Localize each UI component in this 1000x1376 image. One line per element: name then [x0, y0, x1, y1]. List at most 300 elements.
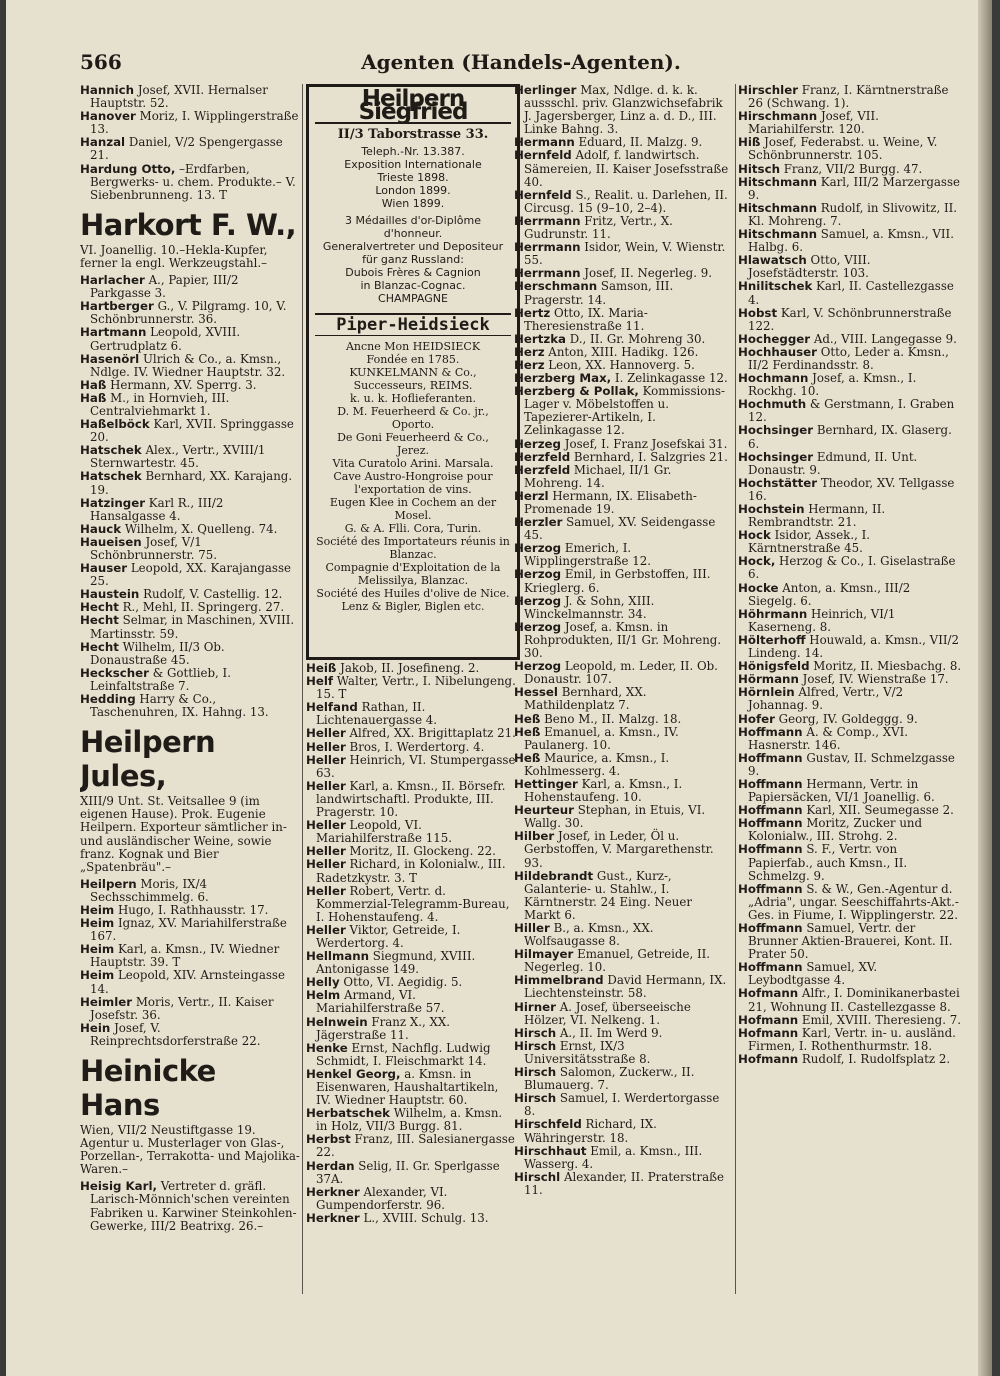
entry-details: Karl R., III/2 Hansalgasse 4.: [90, 495, 224, 523]
directory-entry: [80, 136, 300, 162]
entry-name: Hnilitschek: [738, 279, 813, 294]
entry-name: Henkel Georg,: [306, 1066, 401, 1081]
directory-entry: [306, 1107, 516, 1133]
entry-details: J. & Sohn, XIII. Winckelmannstr. 34.: [524, 593, 655, 621]
ad-text-line: k. u. k. Hoflieferanten.: [350, 392, 476, 406]
entry-name: Heimler: [80, 994, 133, 1009]
entry-name: Helf: [306, 674, 334, 689]
entry-details: David Hermann, IX. Liechtensteinstr. 58.: [524, 973, 727, 1001]
featured-details: XIII/9 Unt. St. Veitsallee 9 (im eigenen Hause). Prok. Eugenie Heilpern. Exporteur sämtlicher in- und ausländischer Weine, sowie franz. Kognak und Bier „Spatenbräu".–: [80, 794, 287, 874]
directory-entry: [514, 778, 732, 804]
directory-entry: [80, 562, 300, 588]
entry-details: Josef, Federabst. u. Weine, V. Schönbrunnerstr. 105.: [748, 135, 938, 163]
entry-details: Selig, II. Gr. Sperlgasse 37A.: [316, 1158, 500, 1186]
column-rule: [302, 84, 303, 1294]
entry-details: Moriz, I. Wipplingerstraße 13.: [90, 109, 299, 137]
directory-entry: [738, 752, 962, 778]
directory-entry: [738, 686, 962, 712]
entry-name: Hitschmann: [738, 174, 818, 189]
directory-entry: [514, 307, 732, 333]
entry-name: Hochhauser: [738, 344, 817, 359]
entry-details: Josef, VII. Mariahilferstr. 120.: [748, 109, 879, 137]
entry-details: Josef, I. Franz Josefskai 31.: [561, 436, 728, 451]
entry-name: Hoffmann: [738, 842, 803, 857]
entry-details: S., Realit. u. Darlehen, II. Circusg. 15 (9–10, 2–4).: [524, 187, 728, 215]
entry-details: R., Mehl, II. Springerg. 27.: [118, 600, 285, 615]
entry-details: Hermann, II. Rembrandtstr. 21.: [748, 502, 886, 530]
entry-details: Wilhelm, a. Kmsn. in Holz, VII/3 Burgg. 81.: [316, 1106, 503, 1134]
entry-name: Hirschler: [738, 84, 799, 97]
directory-entry: [738, 372, 962, 398]
directory-entry: [306, 780, 516, 819]
ad-text-line: Lenz & Bigler, Biglen etc.: [341, 600, 485, 614]
directory-entry: [306, 858, 516, 884]
directory-entry: [80, 300, 300, 326]
directory-entry: [306, 1042, 516, 1068]
entry-details: Emerich, I. Wipplingerstraße 12.: [524, 541, 651, 569]
entry-details: Hermann, Vertr. in Papiersäcken, VI/1 Joanellig. 6.: [748, 776, 935, 805]
entry-name: Hocke: [738, 580, 779, 595]
ad-text-line: KUNKELMANN & Co., Successeurs, REIMS.: [349, 366, 477, 393]
entry-name: Hessel: [514, 685, 558, 700]
directory-entry: [80, 497, 300, 523]
directory-entry: [514, 595, 732, 621]
column-1: [80, 84, 300, 1233]
entry-details: Karl, a. Kmsn., I. Hohenstaufeng. 10.: [524, 776, 683, 805]
entry-name: Haß: [80, 390, 107, 405]
entry-name: Hedding: [80, 692, 136, 707]
entry-name: Henke: [306, 1040, 348, 1055]
entry-name: Hirsch: [514, 1065, 557, 1080]
directory-entry: [514, 1040, 732, 1066]
entry-name: Hecht: [80, 600, 119, 615]
ad-exhibitions: [315, 158, 511, 210]
featured-name: Heilpern Jules,: [80, 725, 216, 794]
entry-details: Samuel, I. Werdertorgasse 8.: [524, 1091, 720, 1119]
entry-details: A. & Comp., XVI. Hasnerstr. 146.: [748, 724, 909, 752]
entry-details: Samuel, a. Kmsn., VII. Halbg. 6.: [748, 227, 954, 255]
entry-details: Josef, V. Reinprechtsdorferstraße 22.: [90, 1020, 261, 1048]
directory-entry: [738, 280, 962, 306]
entry-name: Herzl: [514, 488, 549, 503]
entry-name: Hartberger: [80, 299, 154, 314]
entry-details: Josef, II. Negerleg. 9.: [580, 266, 712, 281]
entry-name: Herrmann: [514, 266, 581, 281]
directory-entry: [306, 675, 516, 701]
entry-details: Leopold, XX. Karajangasse 25.: [90, 561, 292, 589]
directory-entry: [80, 84, 300, 110]
directory-page: [6, 0, 992, 1376]
ad-text-line: Jerez.: [397, 444, 429, 458]
directory-entry: [514, 1001, 732, 1027]
entry-name: Heim: [80, 916, 115, 931]
directory-entry: [738, 477, 962, 503]
ad-text-line: Generalvertreter und Depositeur: [322, 240, 504, 254]
ad-title-2: Piper-Heidsieck: [315, 319, 511, 336]
entry-details: & Gerstmann, I. Graben 12.: [748, 397, 955, 425]
ad-text-line: Wien 1899.: [381, 197, 445, 211]
directory-entry: [738, 176, 962, 202]
entry-name: Hertzka: [514, 331, 567, 346]
entry-details: Alfred, XX. Brigittaplatz 21.: [345, 726, 516, 741]
directory-entry: [514, 870, 732, 922]
entry-details: Isidor, Wein, V. Wienstr. 55.: [524, 240, 726, 268]
entry-details: Harry & Co., Taschenuhren, IX. Hahng. 13.: [90, 692, 269, 720]
entry-name: Hofmann: [738, 1051, 799, 1066]
entry-name: Hitsch: [738, 161, 780, 176]
directory-entry: [738, 228, 962, 254]
entry-name: Hoffmann: [738, 816, 803, 831]
directory-entry: [514, 974, 732, 1000]
directory-entry: [738, 398, 962, 424]
entry-name: Hobst: [738, 305, 778, 320]
directory-entry: [306, 950, 516, 976]
entry-name: Haueisen: [80, 534, 142, 549]
entry-details: Moris, Vertr., II. Kaiser Josefstr. 36.: [90, 994, 274, 1022]
entry-name: Herkner: [306, 1210, 360, 1225]
directory-entry: [514, 189, 732, 215]
entry-details: Hermann, IX. Elisabeth-Promenade 19.: [524, 488, 697, 516]
ad-text-line: London 1899.: [375, 184, 451, 198]
entry-name: Heller: [306, 739, 346, 754]
entry-details: Alfred, Vertr., V/2 Johannag. 9.: [748, 685, 904, 713]
entry-name: Herschmann: [514, 279, 598, 294]
ad-text-line: Exposition Internationale: [344, 158, 482, 172]
entry-details: Ernst, Nachflg. Ludwig Schmidt, I. Fleischmarkt 14.: [316, 1040, 491, 1068]
directory-entry: [738, 987, 962, 1013]
entry-details: Emil, in Gerbstoffen, III. Krieglerg. 6.: [524, 567, 711, 595]
entry-name: Hoffmann: [738, 960, 803, 975]
entry-name: Hecht: [80, 613, 119, 628]
entry-details: Salomon, Zuckerw., II. Blumauerg. 7.: [524, 1065, 695, 1093]
entry-name: Helm: [306, 988, 341, 1003]
entry-details: Anton, XIII. Hadikg. 126.: [544, 344, 699, 359]
directory-entry: [306, 1186, 516, 1212]
ad-text-line: CHAMPAGNE: [378, 292, 448, 306]
entry-details: Viktor, Getreide, I. Werdertorg. 4.: [316, 922, 461, 950]
entry-details: Otto, VIII. Josefstädterstr. 103.: [748, 253, 871, 281]
directory-entry: [80, 392, 300, 418]
entry-name: Heller: [306, 922, 346, 937]
directory-entry: [80, 917, 300, 943]
directory-entry: [514, 542, 732, 568]
entry-name: Hildebrandt: [514, 868, 594, 883]
entry-name: Hirschhaut: [514, 1143, 587, 1158]
entry-name: Hertz: [514, 305, 551, 320]
entry-details: Fritz, Vertr., X. Gudrunstr. 11.: [524, 213, 673, 242]
column-rule: [735, 84, 736, 1294]
directory-entry: [514, 464, 732, 490]
entry-details: Alfr., I. Dominikanerbastei 21, Wohnung II. Castellezgasse 8.: [748, 986, 960, 1014]
entry-details: Bernhard, I. Salzgries 21.: [570, 449, 728, 464]
ad-text-line: Oporto.: [391, 418, 435, 432]
ad-text-line: Société des Importateurs réunis in Blanzac.: [316, 535, 510, 562]
ad-text-line: für ganz Russland:: [362, 253, 464, 267]
entry-details: Karl, V. Schönbrunnerstraße 122.: [748, 305, 952, 333]
entry-name: Hernfeld: [514, 187, 572, 202]
entry-name: Hörnlein: [738, 685, 795, 700]
directory-entry: [738, 529, 962, 555]
directory-entry: [514, 948, 732, 974]
featured-details: Wien, VII/2 Neustiftgasse 19. Agentur u. Musterlager von Glas-, Porzellan-, Terrakotta- und Majolika-Waren.–: [80, 1123, 300, 1177]
entry-name: Hirsch: [514, 1091, 557, 1106]
entry-name: Herzberg Max,: [514, 371, 612, 386]
entry-name: Heim: [80, 902, 115, 917]
directory-entry: [738, 424, 962, 450]
entry-name: Hirschmann: [738, 109, 818, 124]
entry-details: Gustav, II. Schmelzgasse 9.: [748, 750, 955, 778]
directory-entry: [514, 84, 732, 136]
entry-name: Hiß: [738, 135, 761, 150]
entry-name: Hartmann: [80, 325, 147, 340]
column-3: [738, 84, 962, 1066]
entry-name: Heß: [514, 711, 541, 726]
entry-name: Herrmann: [514, 240, 581, 255]
directory-entry: [514, 830, 732, 869]
entry-name: Himmelbrand: [514, 973, 604, 988]
entry-details: Hermann, XV. Sperrg. 3.: [106, 377, 257, 392]
ad-text-line: Cave Austro-Hongroise pour l'exportation de vins.: [333, 470, 493, 497]
ad-text-line: Dubois Frères & Cagnion: [345, 266, 481, 280]
entry-name: Hoffmann: [738, 776, 803, 791]
entry-details: S. & W., Gen.-Agentur d. „Adria", ungar. Seeschiffahrts-Akt.-Ges. in Fiume, I. Wipplingerstr. 22.: [748, 881, 959, 922]
directory-entry: [306, 1133, 516, 1159]
directory-entry: [306, 754, 516, 780]
entry-details: & Gottlieb, I. Leinfaltstraße 7.: [90, 665, 231, 693]
directory-entry: [80, 667, 300, 693]
entry-name: Herzler: [514, 515, 563, 530]
entry-details: Heinrich, VI/1 Kaserneng. 8.: [748, 606, 896, 634]
entry-name: Herzog: [514, 567, 562, 582]
entry-details: Karl, Vertr. in- u. ausländ. Firmen, I. Rothenthurmstr. 18.: [748, 1025, 956, 1053]
entry-details: Alexander, VI. Gumpendorferstr. 96.: [316, 1184, 448, 1212]
entry-name: Hoffmann: [738, 724, 803, 739]
directory-entry: [80, 326, 300, 352]
directory-entry: [514, 241, 732, 267]
entry-details: Isidor, Assek., I. Kärntnerstraße 45.: [748, 528, 870, 556]
entry-details: Leon, XX. Hannoverg. 5.: [544, 357, 695, 372]
entry-name: Helfand: [306, 700, 358, 715]
entry-details: Houwald, a. Kmsn., VII/2 Lindeng. 14.: [748, 632, 959, 661]
entry-name: Heß: [514, 750, 541, 765]
page-number: 566: [80, 50, 122, 74]
entry-details: Karl, III/2 Marzergasse 9.: [748, 174, 961, 202]
directory-entry: [738, 254, 962, 280]
entry-details: Daniel, V/2 Spengergasse 21.: [90, 135, 283, 163]
entry-details: L., XVIII. Schulg. 13.: [359, 1210, 489, 1225]
directory-entry: [514, 686, 732, 712]
entry-name: Hatschek: [80, 443, 142, 458]
entry-name: Hochmann: [738, 371, 809, 386]
ad-text-line: D. M. Feuerheerd & Co. jr.,: [337, 405, 489, 419]
directory-entry: [80, 274, 300, 300]
entry-name: Herkner: [306, 1184, 360, 1199]
entry-details: Ulrich & Co., a. Kmsn., Ndlge. IV. Wiedner Hauptstr. 32.: [90, 351, 286, 379]
entry-details: Anton, a. Kmsn., III/2 Siegelg. 6.: [748, 580, 911, 608]
entry-name: Hanover: [80, 109, 136, 124]
entry-name: Hofmann: [738, 1012, 799, 1027]
advertisement-box: [306, 84, 520, 660]
entry-details: Ad., VIII. Langegasse 9.: [810, 331, 957, 346]
directory-entry: [514, 215, 732, 241]
entry-name: Herz: [514, 357, 545, 372]
entry-details: Leopold, VI. Mariahilferstraße 115.: [316, 818, 453, 846]
entry-name: Höhrmann: [738, 606, 808, 621]
entry-details: Hugo, I. Rathhausstr. 17.: [114, 902, 269, 917]
ad-title: Heilpern Siegfried: [315, 93, 511, 124]
ad-text-line: G. & A. Flli. Cora, Turin.: [344, 522, 482, 536]
page-edge: [978, 0, 992, 1376]
directory-entry: [514, 726, 732, 752]
directory-entry: [80, 1180, 300, 1232]
ad-address: II/3 Taborstrasse 33.: [337, 127, 489, 143]
entry-details: D., II. Gr. Mohreng 30.: [566, 331, 706, 346]
entry-name: Helnwein: [306, 1014, 368, 1029]
directory-entry: [80, 444, 300, 470]
entry-name: Herdan: [306, 1158, 355, 1173]
entry-details: Robert, Vertr. d. Kommerzial-Telegramm-Bureau, I. Hohenstaufeng. 4.: [316, 883, 510, 924]
directory-entry: [738, 84, 962, 110]
entry-details: Siegmund, XVIII. Antonigasse 149.: [316, 949, 476, 977]
entry-details: Josef, V/1 Schönbrunnerstr. 75.: [90, 534, 217, 562]
entry-details: Maurice, a. Kmsn., I. Kohlmesserg. 4.: [524, 750, 670, 778]
directory-entry: [306, 1212, 516, 1225]
entry-name: Heim: [80, 968, 115, 983]
directory-entry: [738, 843, 962, 882]
directory-entry: [80, 353, 300, 379]
entry-name: Hoffmann: [738, 881, 803, 896]
entry-name: Hoffmann: [738, 921, 803, 935]
entry-details: Edmund, II. Unt. Donaustr. 9.: [748, 449, 918, 477]
entry-name: Hofer: [738, 711, 775, 726]
entry-name: Hlawatsch: [738, 253, 807, 268]
entry-name: Herz: [514, 344, 545, 359]
entry-name: Haß: [80, 377, 107, 392]
directory-entry: [514, 1066, 732, 1092]
entry-details: A. Josef, überseeische Hölzer, VI. Nelkeng. 1.: [524, 999, 691, 1027]
directory-entry: [514, 1118, 732, 1144]
entry-details: Jakob, II. Josefineng. 2.: [336, 662, 480, 675]
directory-entry: [306, 701, 516, 727]
entry-details: Selmar, in Maschinen, XVIII. Martinsstr. 59.: [90, 613, 295, 641]
entry-details: Eduard, II. Malzg. 9.: [574, 135, 703, 150]
directory-entry: [738, 634, 962, 660]
entry-details: Samuel, XV. Leybodtgasse 4.: [748, 960, 878, 988]
directory-entry: [306, 819, 516, 845]
entry-name: Hochegger: [738, 331, 811, 346]
ad-text-line: Société des Huiles d'olive de Nice.: [316, 587, 510, 601]
directory-entry: [738, 503, 962, 529]
directory-entry: [514, 922, 732, 948]
entry-details: Franz X., XX. Jägerstraße 11.: [316, 1014, 451, 1042]
entry-name: Hellmann: [306, 949, 370, 964]
entry-details: Karl, a. Kmsn., II. Börsefr. landwirtschaftl. Produkte, III. Pragerstr. 10.: [316, 778, 506, 820]
entry-details: Emanuel, Getreide, II. Negerleg. 10.: [524, 947, 711, 975]
entry-details: B., a. Kmsn., XX. Wolfsaugasse 8.: [524, 921, 654, 949]
entry-name: Hitschmann: [738, 200, 818, 215]
entry-details: Rudolf, V. Castellig. 12.: [139, 587, 283, 602]
entry-name: Hilmayer: [514, 947, 574, 962]
entry-details: Leopold, XVIII. Gertrudplatz 6.: [90, 325, 241, 353]
entry-details: Emil, XVIII. Theresieng. 7.: [798, 1012, 961, 1027]
entry-details: Rathan, II. Lichtenauergasse 4.: [316, 700, 438, 728]
directory-entry: [80, 878, 300, 904]
entry-name: Hönigsfeld: [738, 659, 810, 674]
entry-name: Hofmann: [738, 1025, 799, 1040]
column-2-lower: [306, 662, 516, 1225]
entry-details: Wilhelm, II/3 Ob. Donaustraße 45.: [90, 639, 225, 667]
entry-name: Heilpern: [80, 876, 137, 891]
directory-entry: [80, 693, 300, 719]
entry-name: Herzberg & Pollak,: [514, 384, 639, 399]
entry-details: Max, Ndlge. d. k. k. aussschl. priv. Glanzwichsefabrik J. Jagersberger, Linz a. d. D., III. Linke Bahng. 3.: [524, 84, 723, 137]
directory-entry: [738, 136, 962, 162]
entry-name: Harlacher: [80, 273, 145, 288]
ad-text-line: 3 Médailles d'or-Diplôme d'honneur.: [345, 214, 481, 241]
directory-entry: [514, 752, 732, 778]
entry-name: Hermann: [514, 135, 575, 150]
directory-entry: [738, 110, 962, 136]
entry-name: Herzog: [514, 541, 562, 556]
entry-name: Hauck: [80, 521, 122, 536]
entry-name: Hatschek: [80, 469, 142, 484]
entry-name: Hannich: [80, 84, 135, 97]
ad-text-line: Eugen Klee in Cochem an der Mosel.: [329, 496, 497, 523]
entry-details: a. Kmsn. in Eisenwaren, Haushaltartikeln, IV. Wiedner Hauptstr. 60.: [316, 1066, 499, 1108]
featured-name: Harkort F. W.,: [80, 207, 297, 242]
entry-name: Heller: [306, 883, 346, 898]
entry-details: Vertreter d. gräfl. Larisch-Mönnich'schen vereinten Fabriken u. Karwiner Steinkohlen-Gewerke, III/2 Beatrixg. 26.–: [90, 1179, 297, 1233]
entry-name: Herzeg: [514, 436, 562, 451]
column-2: [514, 84, 732, 1197]
entry-details: Karl, XII. Seumegasse 2.: [802, 803, 954, 818]
ad-text-line: in Blanzac-Cognac.: [360, 279, 466, 293]
entry-details: Moris, IX/4 Sechsschimmelg. 6.: [90, 876, 209, 904]
entry-details: Josef, IV. Wienstraße 17.: [798, 672, 949, 687]
entry-details: Franz, I. Kärntnerstraße 26 (Schwang. 1).: [748, 84, 949, 111]
directory-entry: [306, 1016, 516, 1042]
entry-name: Hardung Otto,: [80, 161, 176, 176]
entry-details: Wilhelm, X. Quelleng. 74.: [121, 521, 278, 536]
directory-entry: [738, 778, 962, 804]
entry-name: Heller: [306, 857, 346, 872]
entry-name: Helly: [306, 975, 340, 990]
entry-details: Ignaz, XV. Mariahilferstraße 167.: [90, 916, 287, 944]
entry-name: Hirner: [514, 999, 556, 1014]
entry-name: Hölterhoff: [738, 632, 806, 647]
directory-entry: [80, 641, 300, 667]
entry-name: Hochsinger: [738, 449, 814, 464]
entry-name: Heller: [306, 844, 346, 859]
entry-name: Hiller: [514, 921, 550, 935]
directory-entry: [514, 490, 732, 516]
directory-entry: [306, 1068, 516, 1107]
ad-text-line: Trieste 1898.: [377, 171, 449, 185]
entry-details: Leopold, XIV. Arnsteingasse 14.: [90, 968, 285, 996]
entry-name: Hirschfeld: [514, 1117, 582, 1132]
entry-name: Haßelböck: [80, 417, 150, 432]
entry-details: Rudolf, in Slivowitz, II. Kl. Mohreng. 7.: [748, 200, 958, 228]
directory-entry: [514, 568, 732, 594]
entry-details: Josef, a. Kmsn., I. Rockhg. 10.: [748, 371, 917, 399]
ad-lines: [315, 214, 511, 305]
ad-text-line: Fondée en 1785.: [366, 353, 460, 367]
entry-details: Moritz, II. Glockeng. 22.: [345, 844, 496, 859]
entry-name: Hitschmann: [738, 227, 818, 242]
entry-details: Stephan, in Etuis, VI. Wallg. 30.: [524, 803, 706, 831]
entry-details: A., Papier, III/2 Parkgasse 3.: [90, 273, 239, 301]
directory-entry: [738, 726, 962, 752]
